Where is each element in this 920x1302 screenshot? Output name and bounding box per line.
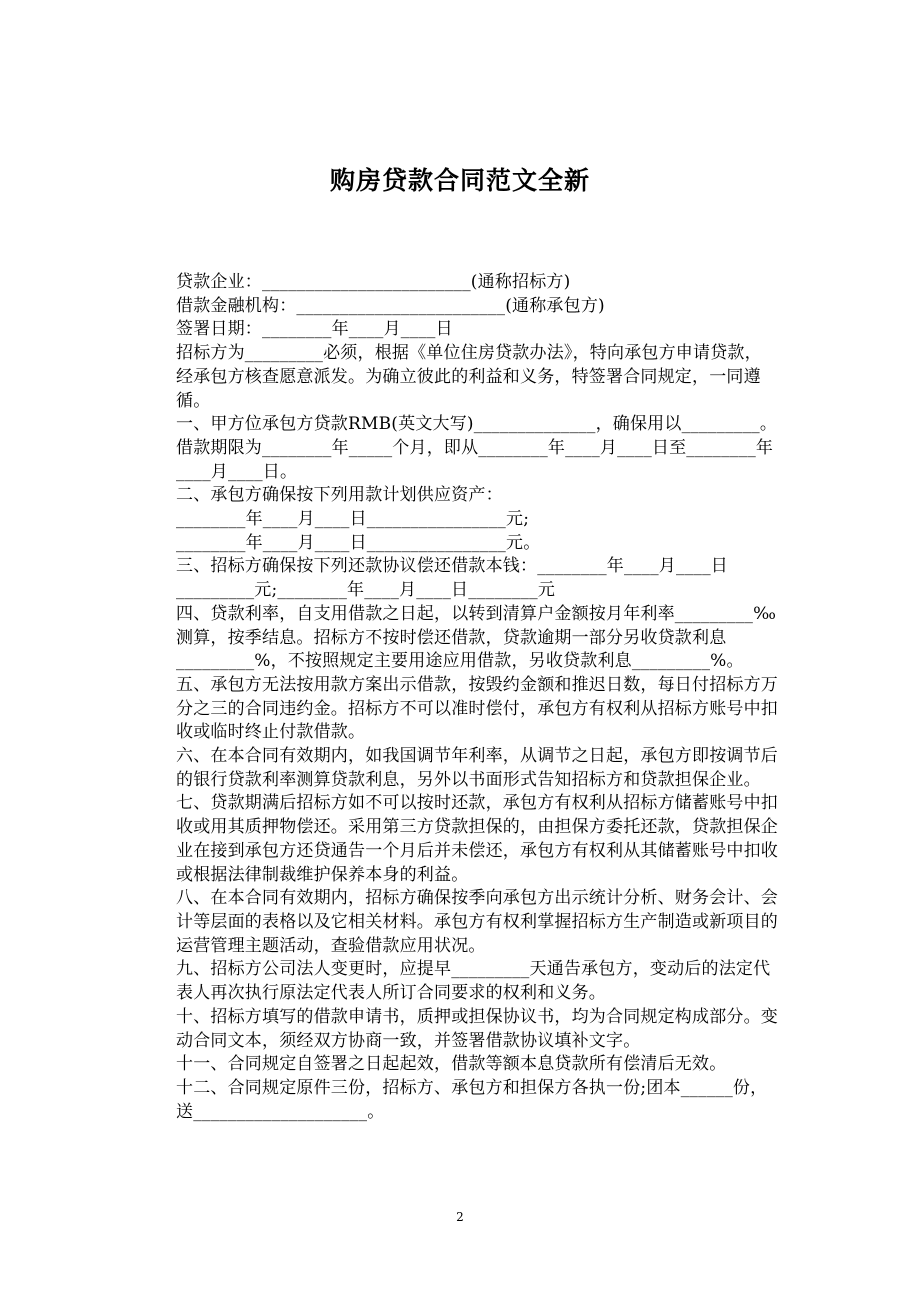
document-title: 购房贷款合同范文全新 <box>329 166 590 195</box>
clause-5: 五、承包方无法按用款方案出示借款，按毁约金额和推迟日数，每日付招标方万分之三的合同违约金。招标方不可以准时偿付，承包方有权利从招标方账号中扣收或临时终止付款借款。 <box>176 674 778 743</box>
page-number: 2 <box>456 1210 464 1224</box>
paragraph-borrower: 贷款企业：________________________(通称招标方) <box>176 272 571 292</box>
clause-6: 六、在本合同有效期内，如我国调节年利率，从调节之日起，承包方即按调节后的银行贷款利率测算贷款利息，另外以书面形式告知招标方和贷款担保企业。 <box>176 746 778 790</box>
clause-10: 十、招标方填写的借款申请书，质押或担保协议书，均为合同规定构成部分。变动合同文本，须经双方协商一致，并签署借款协议填补文字。 <box>176 1006 778 1051</box>
clause-9: 九、招标方公司法人变更时，应提早_________天通告承包方，变动后的法定代表人再次执行原法定代表人所订合同要求的权利和义务。 <box>176 959 771 1004</box>
paragraph-lender: 借款金融机构：________________________(通称承包方) <box>176 295 605 316</box>
clause-11: 十一、合同规定自签署之日起起效，借款等额本息贷款所有偿清后无效。 <box>176 1054 727 1075</box>
clause-2-line-1: ________年____月____日________________元; <box>176 509 530 530</box>
paragraph-preamble: 招标方为_________必须，根据《单位住房贷款办法》，特向承包方申请贷款，经承包方核查愿意派发。为确立彼此的利益和义务，特签署合同规定，一同遵循。 <box>176 343 762 411</box>
clause-2: 二、承包方确保按下列用款计划供应资产： <box>176 485 503 506</box>
clause-2-line-2: ________年____月____日________________元。 <box>176 532 541 553</box>
clause-1: 一、甲方位承包方贷款RMB(英文大写)______________，确保用以_________。借款期限为________年_____个月，即从________年____月____日至________年____月____日。 <box>176 414 778 482</box>
clause-3: 三、招标方确保按下列还款协议偿还借款本钱：________年____月____日_________元;________年____月____日________元 <box>176 556 728 601</box>
paragraph-sign-date: 签署日期：________年____月____日 <box>176 319 453 340</box>
document-body <box>138 271 778 1124</box>
clause-4: 四、贷款利率，自支用借款之日起，以转到清算户金额按月年利率_________‰测算，按季结息。招标方不按时偿还借款，贷款逾期一部分另收贷款利息_________%，不按照规定主要用途应用借款，另收贷款利息_________%。 <box>176 603 777 672</box>
clause-12: 十二、合同规定原件三份，招标方、承包方和担保方各执一份;团本______份，送____________________。 <box>176 1077 768 1122</box>
clause-7: 七、贷款期满后招标方如不可以按时还款，承包方有权利从招标方储蓄账号中扣收或用其质押物偿还。采用第三方贷款担保的，由担保方委托还款，贷款担保企业在接到承包方还贷通告一个月后并未偿还，承包方有权利从其储蓄账号中扣收或根据法律制裁维护保养本身的利益。 <box>176 793 778 885</box>
clause-8: 八、在本合同有效期内，招标方确保按季向承包方出示统计分析、财务会计、会计等层面的表格以及它相关材料。承包方有权利掌握招标方生产制造或新项目的运营管理主题活动，查验借款应用状况。 <box>176 888 778 956</box>
